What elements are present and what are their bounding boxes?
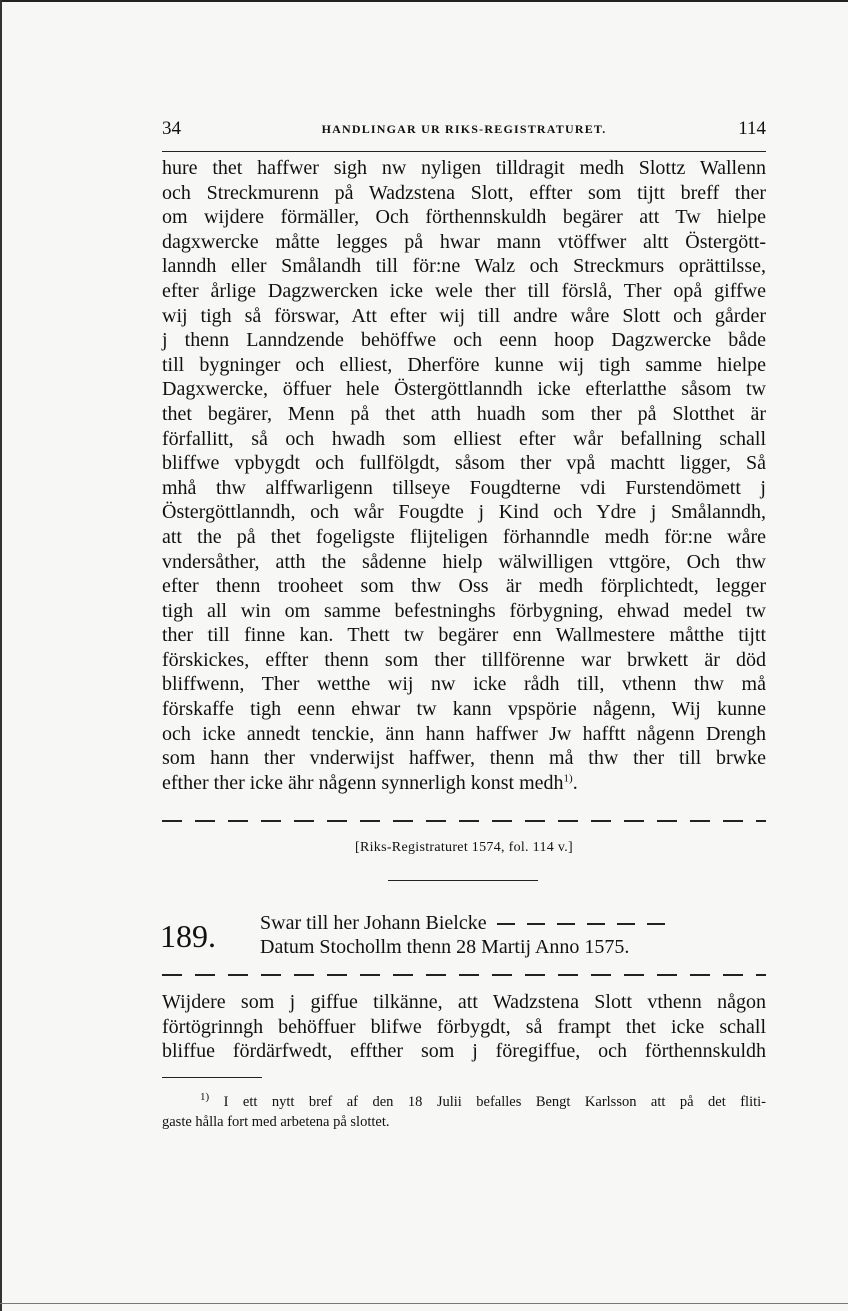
- text-line: vndersåther, atth the sådenne hielp wälwilligen vttgöre, Och thw: [162, 550, 766, 573]
- section-divider: [388, 880, 538, 881]
- text-line: Dagxwercke, öffuer hele Östergöttlanndh icke efterlatthe såsom tw: [162, 378, 766, 401]
- text-line: thet begärer, Menn på thet atth huadh som ther på Slotthet är: [162, 402, 766, 425]
- header-rule: [162, 151, 766, 152]
- text-line: ther till finne kan. Thett tw begärer enn Wallmestere måtthe tijtt: [162, 624, 766, 647]
- dashed-separator: [162, 820, 766, 822]
- text-line: mhå thw alffwarligenn tillseye Fougdterne vdi Furstendömett j: [162, 476, 766, 499]
- text-line: hure thet haffwer sigh nw nyligen tilldragit medh Slottz Wallenn: [162, 157, 766, 179]
- text-line: och Streckmurenn på Wadzstena Slott, effter som tijtt breff ther: [162, 181, 766, 204]
- text-line: förfallitt, så och hwadh som elliest efter wår befallning schall: [162, 427, 766, 450]
- footnote-text-1: I ett nytt bref af den 18 Julii befalles Bengt Karlsson att på det fliti-: [223, 1094, 766, 1110]
- dashed-separator-2: [162, 974, 766, 976]
- text-line: lanndh eller Smålandh till för:ne Walz och Streckmurs oprättilsse,: [162, 255, 766, 278]
- text-line: förskickes, effter thenn som ther tillförenne war brwkett är död: [162, 648, 766, 671]
- footnote-line-1: [162, 1092, 766, 1112]
- text-line: efter thenn trooheet som thw Oss är medh förplichtedt, legger: [162, 575, 766, 598]
- text-line-final: [162, 771, 766, 796]
- text-line: som hann ther vnderwijst haffwer, thenn må thw ther till brwke: [162, 747, 766, 770]
- section-number: 114: [738, 118, 766, 139]
- final-period: .: [572, 771, 578, 794]
- page-left-edge: [0, 0, 2, 1311]
- text-line: wij tigh så förswar, Att efter wij till andre wåre Slott och gårder: [162, 304, 766, 327]
- footnote-mark: 1): [200, 1091, 210, 1104]
- second-text: [162, 990, 766, 1064]
- text-line: efter årlige Dagzwercken icke wele ther till förslå, Ther opå giffwe: [162, 279, 766, 302]
- text-line: j thenn Lanndzende behöffwe och eenn hoop Dagzwercke både: [162, 329, 766, 352]
- text-line: förskaffe tigh eenn ehwar tw kann vpspörie någenn, Wij kunne: [162, 698, 766, 721]
- document-heading-line-1: [260, 912, 766, 935]
- text-line: och icke annedt tenckie, änn hann haffwer Jw hafftt någenn Drengh: [162, 722, 766, 745]
- main-text: [162, 156, 766, 795]
- footnote-rule: [162, 1077, 262, 1078]
- text-line: till bygninger och elliest, Dherföre kunne wij tigh samme hielpe: [162, 353, 766, 376]
- text-line: dagxwercke måtte legges på hwar mann vtöffwer altt Östergött-: [162, 230, 766, 253]
- page-number: 34: [162, 118, 181, 139]
- text-line: Wijdere som j giffue tilkänne, att Wadzstena Slott vthenn någon: [162, 991, 766, 1013]
- document-number: 189.: [160, 918, 216, 954]
- heading-text: Swar till her Johann Bielcke: [260, 912, 487, 934]
- text-line: om wijdere förmäller, Och förthennskuldh begärer att Tw hielpe: [162, 206, 766, 229]
- running-header: [162, 118, 766, 142]
- text-line: tigh all win om samme befestninghs förbygning, ehwad medel tw: [162, 599, 766, 622]
- page-top-edge: [0, 0, 848, 2]
- final-line-text: efther ther icke ähr någenn synnerligh konst medh: [162, 771, 564, 794]
- page-bottom-edge: [0, 1303, 848, 1304]
- source-note: [Riks-Registraturet 1574, fol. 114 v.]: [355, 840, 573, 855]
- running-title: HANDLINGAR UR RIKS-REGISTRATURET.: [321, 122, 607, 136]
- document-heading-line-2: [260, 936, 766, 959]
- text-line: Östergöttlanndh, och wår Fougdte j Kind och Ydre j Smålanndh,: [162, 501, 766, 524]
- footnote: [162, 1092, 766, 1132]
- text-line: bliffwenn, Ther wetthe wij nw icke rådh till, vthenn thw må: [162, 673, 766, 696]
- heading-dash-fill: [497, 923, 667, 925]
- text-line: bliffue fördärfwedt, effther som j föregiffue, och förthennskuldh: [162, 1040, 766, 1063]
- text-line: förtögrinngh behöffuer blifwe förbygdt, så frampt thet icke schall: [162, 1015, 766, 1038]
- text-line: bliffwe vpbygdt och fullfölgdt, såsom ther vpå machtt ligger, Så: [162, 452, 766, 475]
- text-line: att the på thet fogeligste flijteligen förhanndle medh för:ne wåre: [162, 525, 766, 548]
- footnote-line-2: gaste hålla fort med arbetena på slottet.: [162, 1114, 390, 1130]
- footnote-reference[interactable]: 1): [563, 772, 573, 785]
- heading-date: Datum Stochollm thenn 28 Martij Anno 1575.: [260, 936, 630, 958]
